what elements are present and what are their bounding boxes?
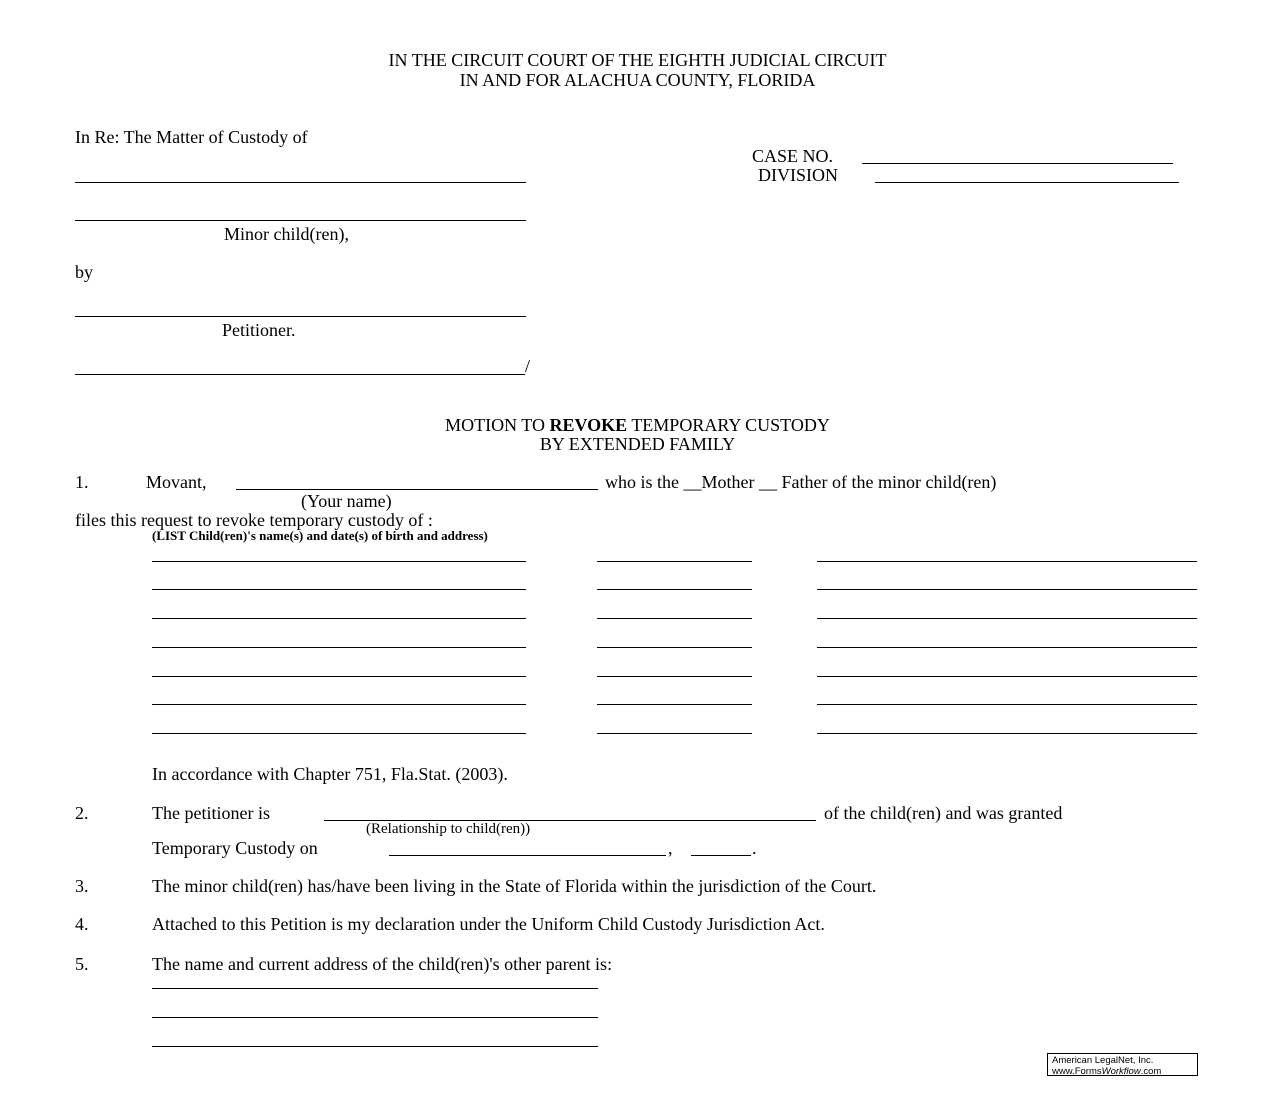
publisher-website: www.FormsWorkflow.com xyxy=(1052,1066,1162,1077)
child-address-field[interactable] xyxy=(817,676,1197,677)
child-name-line-2[interactable] xyxy=(75,220,526,221)
motion-title-line2: BY EXTENDED FAMILY xyxy=(539,434,736,454)
movant-label: Movant, xyxy=(146,472,207,492)
temp-custody-label: Temporary Custody on xyxy=(152,838,318,858)
in-re-label: In Re: The Matter of Custody of xyxy=(75,127,308,147)
by-label: by xyxy=(75,262,93,282)
para3-text: The minor child(ren) has/have been living in the State of Florida within the jurisdiction of the Court. xyxy=(152,876,877,896)
child-address-field[interactable] xyxy=(817,561,1197,562)
child-address-field[interactable] xyxy=(817,618,1197,619)
child-dob-field[interactable] xyxy=(597,618,752,619)
child-address-field[interactable] xyxy=(817,647,1197,648)
petitioner-label: Petitioner. xyxy=(222,320,296,340)
child-name-field[interactable] xyxy=(152,676,526,677)
para5-text: The name and current address of the child(ren)'s other parent is: xyxy=(152,954,613,974)
child-address-field[interactable] xyxy=(817,589,1197,590)
custody-year-field[interactable] xyxy=(691,855,751,856)
parent-type-text: who is the __Mother __ Father of the minor child(ren) xyxy=(605,472,997,492)
title-emphasis: REVOKE xyxy=(549,415,628,435)
para5-number: 5. xyxy=(75,954,89,974)
child-name-field[interactable] xyxy=(152,589,526,590)
court-header-line1: IN THE CIRCUIT COURT OF THE EIGHTH JUDICIAL CIRCUIT xyxy=(388,50,887,70)
child-dob-field[interactable] xyxy=(597,589,752,590)
court-header-line2: IN AND FOR ALACHUA COUNTY, FLORIDA xyxy=(459,70,816,90)
child-dob-field[interactable] xyxy=(597,704,752,705)
statute-reference: In accordance with Chapter 751, Fla.Stat. (2003). xyxy=(152,764,508,784)
child-dob-field[interactable] xyxy=(597,733,752,734)
child-dob-field[interactable] xyxy=(597,676,752,677)
caption-slash: / xyxy=(525,356,531,376)
publisher-stamp xyxy=(1047,1053,1198,1076)
para3-number: 3. xyxy=(75,876,89,896)
child-dob-field[interactable] xyxy=(597,647,752,648)
date-period: . xyxy=(752,838,757,858)
movant-name-field[interactable] xyxy=(236,489,598,490)
date-comma: , xyxy=(668,838,673,858)
para4-number: 4. xyxy=(75,914,89,934)
other-parent-line-3[interactable] xyxy=(152,1046,598,1047)
publisher-name: American LegalNet, Inc. xyxy=(1052,1055,1154,1066)
child-address-field[interactable] xyxy=(817,733,1197,734)
custody-date-field[interactable] xyxy=(389,855,666,856)
relationship-hint: (Relationship to child(ren)) xyxy=(366,821,531,837)
division-field[interactable] xyxy=(875,182,1179,183)
other-parent-line-2[interactable] xyxy=(152,1017,598,1018)
petitioner-name-line[interactable] xyxy=(75,316,526,317)
para1-number: 1. xyxy=(75,472,89,492)
files-request-text: files this request to revoke temporary custody of : xyxy=(75,510,433,530)
other-parent-line-1[interactable] xyxy=(152,988,598,989)
child-address-field[interactable] xyxy=(817,704,1197,705)
your-name-hint: (Your name) xyxy=(301,491,392,511)
minor-children-label: Minor child(ren), xyxy=(224,224,349,244)
child-name-field[interactable] xyxy=(152,561,526,562)
list-children-instruction: (LIST Child(ren)'s name(s) and date(s) of birth and address) xyxy=(152,528,488,543)
case-no-label: CASE NO. xyxy=(752,146,834,166)
division-label: DIVISION xyxy=(758,165,838,185)
child-name-field[interactable] xyxy=(152,618,526,619)
para2-number: 2. xyxy=(75,803,89,823)
child-name-field[interactable] xyxy=(152,733,526,734)
of-children-text: of the child(ren) and was granted xyxy=(824,803,1063,823)
child-name-line-1[interactable] xyxy=(75,182,526,183)
petitioner-is-label: The petitioner is xyxy=(152,803,270,823)
child-name-field[interactable] xyxy=(152,647,526,648)
para4-text: Attached to this Petition is my declaration under the Uniform Child Custody Jurisdiction Act. xyxy=(152,914,825,934)
motion-title-line1: MOTION TO REVOKE TEMPORARY CUSTODY xyxy=(445,415,830,435)
case-no-field[interactable] xyxy=(862,163,1173,164)
respondent-line[interactable] xyxy=(75,374,525,375)
child-dob-field[interactable] xyxy=(597,561,752,562)
child-name-field[interactable] xyxy=(152,704,526,705)
